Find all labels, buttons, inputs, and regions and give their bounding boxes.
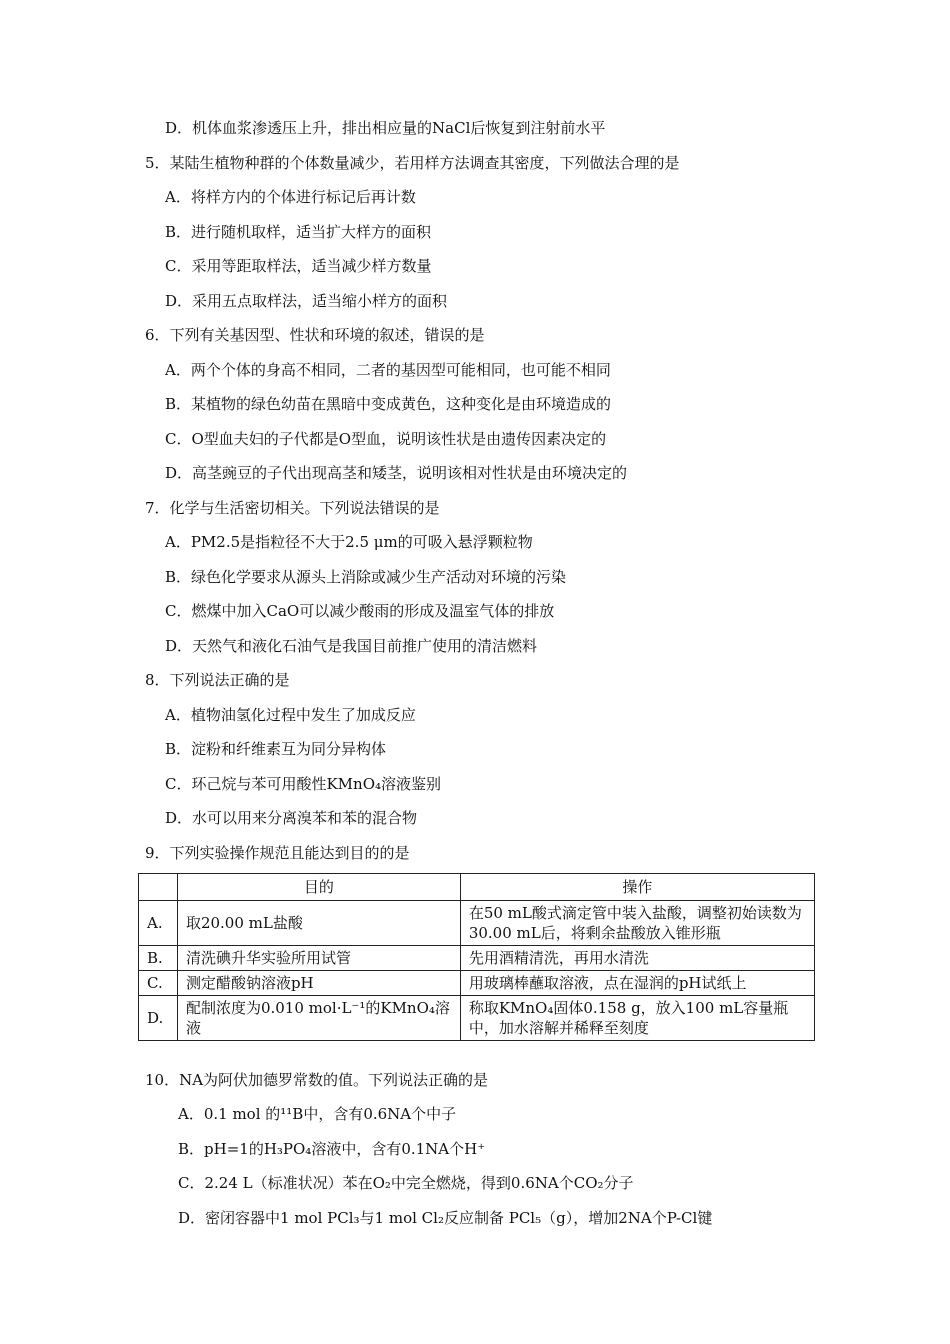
q5-option-b: B．进行随机取样，适当扩大样方的面积 bbox=[165, 223, 432, 241]
row-operation: 称取KMnO₄固体0.158 g，放入100 mL容量瓶中，加水溶解并稀释至刻度 bbox=[460, 996, 814, 1041]
q6-option-a: A．两个个体的身高不相同，二者的基因型可能相同，也可能不相同 bbox=[165, 361, 611, 379]
row-purpose: 测定醋酸钠溶液pH bbox=[177, 971, 460, 996]
q7-stem: 7．化学与生活密切相关。下列说法错误的是 bbox=[145, 499, 440, 517]
q4-option-d: D．机体血浆渗透压上升，排出相应量的NaCl后恢复到注射前水平 bbox=[165, 119, 606, 137]
q8-option-c: C．环己烷与苯可用酸性KMnO₄溶液鉴别 bbox=[165, 775, 442, 793]
row-operation: 先用酒精清洗，再用水清洗 bbox=[460, 946, 814, 971]
q5-option-d: D．采用五点取样法，适当缩小样方的面积 bbox=[165, 292, 448, 310]
table-row bbox=[139, 946, 815, 971]
row-purpose: 清洗碘升华实验所用试管 bbox=[177, 946, 460, 971]
q10-option-a: A．0.1 mol 的¹¹B中，含有0.6NA个中子 bbox=[178, 1105, 457, 1123]
q6-option-d: D．高茎豌豆的子代出现高茎和矮茎，说明该相对性状是由环境决定的 bbox=[165, 464, 628, 482]
row-operation: 在50 mL酸式滴定管中装入盐酸，调整初始读数为30.00 mL后，将剩余盐酸放入锥形瓶 bbox=[460, 901, 814, 946]
table-header-operation: 操作 bbox=[460, 874, 814, 901]
q7-option-b: B．绿色化学要求从源头上消除或减少生产活动对环境的污染 bbox=[165, 568, 567, 586]
table-header-row bbox=[139, 874, 815, 901]
q10-option-d: D．密闭容器中1 mol PCl₃与1 mol Cl₂反应制备 PCl₅（g），增加2NA个P-Cl键 bbox=[178, 1209, 713, 1227]
row-label: C. bbox=[139, 971, 178, 996]
q10-option-c: C．2.24 L（标准状况）苯在O₂中完全燃烧，得到0.6NA个CO₂分子 bbox=[178, 1174, 634, 1192]
q10-option-b: B．pH=1的H₃PO₄溶液中，含有0.1NA个H⁺ bbox=[178, 1140, 486, 1158]
table-row bbox=[139, 996, 815, 1041]
row-label: A. bbox=[139, 901, 178, 946]
q7-option-d: D．天然气和液化石油气是我国目前推广使用的清洁燃料 bbox=[165, 637, 538, 655]
q8-stem: 8．下列说法正确的是 bbox=[145, 671, 290, 689]
q6-option-b: B．某植物的绿色幼苗在黑暗中变成黄色，这种变化是由环境造成的 bbox=[165, 395, 612, 413]
q10-stem: 10．NA为阿伏加德罗常数的值。下列说法正确的是 bbox=[145, 1071, 489, 1089]
row-label: D. bbox=[139, 996, 178, 1041]
table-row bbox=[139, 901, 815, 946]
row-purpose: 配制浓度为0.010 mol·L⁻¹的KMnO₄溶液 bbox=[177, 996, 460, 1041]
table-row bbox=[139, 971, 815, 996]
row-purpose: 取20.00 mL盐酸 bbox=[177, 901, 460, 946]
q6-stem: 6．下列有关基因型、性状和环境的叙述，错误的是 bbox=[145, 326, 485, 344]
q8-option-a: A．植物油氢化过程中发生了加成反应 bbox=[165, 706, 416, 724]
table-header-purpose: 目的 bbox=[177, 874, 460, 901]
q6-option-c: C．O型血夫妇的子代都是O型血，说明该性状是由遗传因素决定的 bbox=[165, 430, 607, 448]
q9-table bbox=[138, 873, 815, 1041]
q5-option-c: C．采用等距取样法，适当减少样方数量 bbox=[165, 257, 432, 275]
q8-option-d: D．水可以用来分离溴苯和苯的混合物 bbox=[165, 809, 418, 827]
q9-stem: 9．下列实验操作规范且能达到目的的是 bbox=[145, 844, 410, 862]
table-header-blank bbox=[139, 874, 178, 901]
q7-option-a: A．PM2.5是指粒径不大于2.5 μm的可吸入悬浮颗粒物 bbox=[165, 533, 533, 551]
q5-stem: 5．某陆生植物种群的个体数量减少，若用样方法调查其密度，下列做法合理的是 bbox=[145, 154, 680, 172]
row-operation: 用玻璃棒蘸取溶液，点在湿润的pH试纸上 bbox=[460, 971, 814, 996]
q5-option-a: A．将样方内的个体进行标记后再计数 bbox=[165, 188, 416, 206]
row-label: B. bbox=[139, 946, 178, 971]
q8-option-b: B．淀粉和纤维素互为同分异构体 bbox=[165, 740, 387, 758]
q7-option-c: C．燃煤中加入CaO可以减少酸雨的形成及温室气体的排放 bbox=[165, 602, 555, 620]
